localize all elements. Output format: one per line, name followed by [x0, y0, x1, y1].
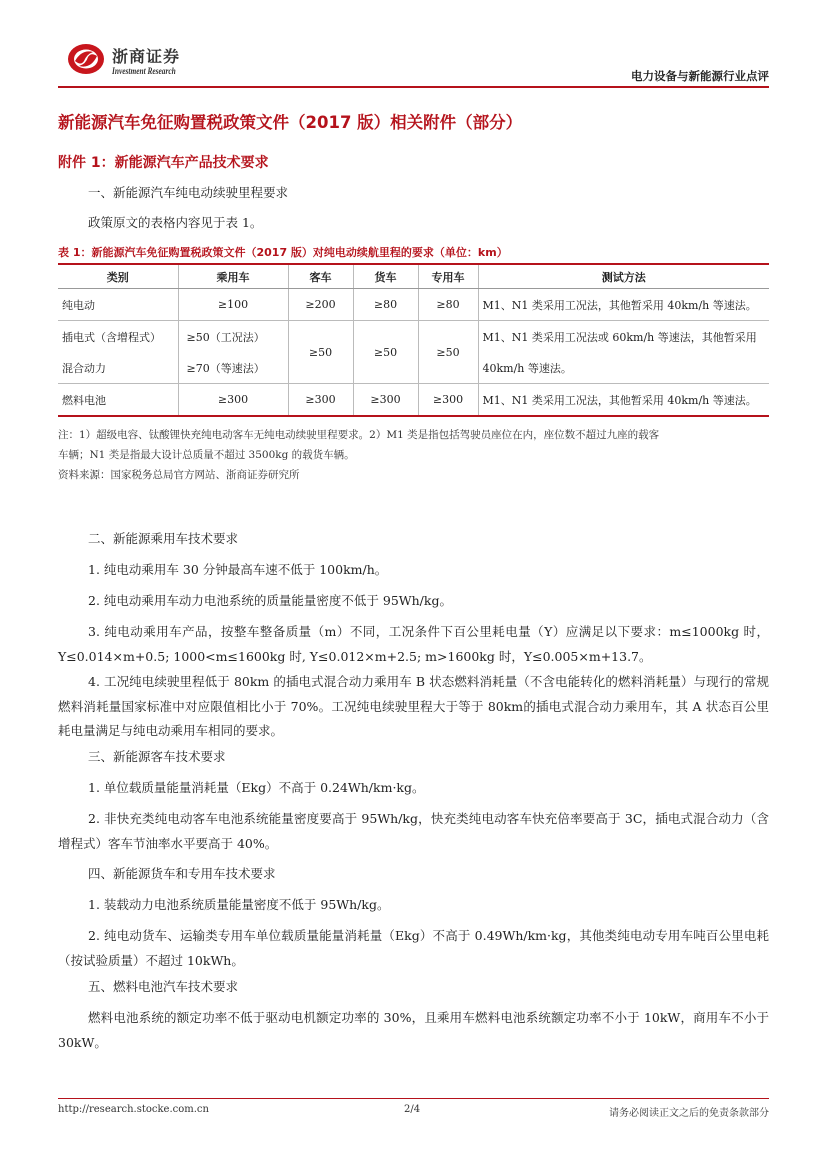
- brand-name-en: Investment Research: [112, 66, 176, 76]
- section2-item2: 2. 纯电动乘用车动力电池系统的质量能量密度不低于 95Wh/kg。: [88, 593, 452, 608]
- section5-text: 燃料电池系统的额定功率不低于驱动电机额定功率的 30%，且乘用车燃料电池系统额定功率不小于 10kW，商用车不小于 30kW。: [58, 1010, 769, 1050]
- col-header-bus: 客车: [288, 264, 353, 289]
- cell-special: ≥80: [418, 289, 478, 321]
- cell-truck: ≥50: [353, 321, 418, 384]
- section3-item2: 2. 非快充类纯电动客车电池系统能量密度要高于 95Wh/kg，快充类纯电动客车快充倍率要高于 3C，插电式混合动力（含增程式）客车节油率水平要高于 40%。: [58, 811, 769, 851]
- section4-heading: 四、新能源货车和专用车技术要求: [88, 866, 276, 881]
- cell-truck: ≥300: [353, 384, 418, 417]
- section4-item2: 2. 纯电动货车、运输类专用车单位载质量能量消耗量（Ekg）不高于 0.49Wh/km·kg，其他类纯电动专用车吨百公里电耗（按试验质量）不超过 10kWh。: [58, 928, 769, 968]
- table-row: [58, 321, 769, 353]
- cell-bus: ≥200: [288, 289, 353, 321]
- page-title: 新能源汽车免征购置税政策文件（2017 版）相关附件（部分）: [58, 113, 523, 132]
- col-header-truck: 货车: [353, 264, 418, 289]
- cell-passenger: ≥300: [178, 384, 288, 417]
- table-note-line2: 车辆；N1 类是指最大设计总质量不超过 3500kg 的载货车辆。: [58, 449, 355, 461]
- footer-disclaimer: 请务必阅读正文之后的免责条款部分: [609, 1108, 769, 1119]
- cell-passenger: ≥100: [178, 289, 288, 321]
- cell-method: M1、N1 类采用工况法，其他暂采用 40km/h 等速法。: [478, 289, 769, 321]
- cell-method: M1、N1 类采用工况法，其他暂采用 40km/h 等速法。: [478, 384, 769, 417]
- cell-truck: ≥80: [353, 289, 418, 321]
- cell-category: 燃料电池: [58, 384, 178, 417]
- section1-intro: 政策原文的表格内容见于表 1。: [88, 215, 263, 230]
- table-source: 资料来源：国家税务总局官方网站、浙商证券研究所: [58, 469, 300, 481]
- company-logo-icon: [66, 40, 106, 76]
- table-header-row: [58, 264, 769, 289]
- cell-category: 插电式（含增程式）: [58, 321, 178, 353]
- section1-heading: 一、新能源汽车纯电动续驶里程要求: [88, 185, 289, 200]
- section5-heading: 五、燃料电池汽车技术要求: [88, 979, 239, 994]
- table-row: [58, 384, 769, 417]
- col-header-passenger: 乘用车: [178, 264, 288, 289]
- table-row: [58, 289, 769, 321]
- col-header-category: 类别: [58, 264, 178, 289]
- footer-divider: [58, 1098, 769, 1099]
- section2-item3: 3. 纯电动乘用车产品，按整车整备质量（m）不同，工况条件下百公里耗电量（Y）应满足以下要求：m≤1000kg 时，Y≤0.014×m+0.5; 1000<m≤1600kg 时, Y≤0.012×m+2.5; m>1600kg 时，Y≤0.005×m+13.7。: [58, 624, 769, 664]
- annex-title: 附件 1：新能源汽车产品技术要求: [58, 155, 269, 171]
- section2-item1: 1. 纯电动乘用车 30 分钟最高车速不低于 100km/h。: [88, 562, 388, 577]
- section3-heading: 三、新能源客车技术要求: [88, 749, 226, 764]
- brand-name-cn: 浙商证券: [112, 47, 181, 66]
- header-divider: [58, 86, 769, 88]
- section4-item1: 1. 装载动力电池系统质量能量密度不低于 95Wh/kg。: [88, 897, 390, 912]
- cell-bus: ≥50: [288, 321, 353, 384]
- cell-bus: ≥300: [288, 384, 353, 417]
- col-header-special: 专用车: [418, 264, 478, 289]
- report-type-label: 电力设备与新能源行业点评: [631, 69, 769, 83]
- cell-special: ≥300: [418, 384, 478, 417]
- cell-method: M1、N1 类采用工况法或 60km/h 等速法，其他暂采用: [482, 330, 757, 344]
- page-number: 2/4: [404, 1104, 421, 1115]
- cell-passenger: ≥70（等速法）: [178, 352, 288, 384]
- section2-item4: 4. 工况纯电续驶里程低于 80km 的插电式混合动力乘用车 B 状态燃料消耗量（不含电能转化的燃料消耗量）与现行的常规燃料消耗量国家标准中对应限值相比小于 70%。工况纯电续驶里程大于等于 80km的插电式混合动力乘用车，其 A 状态百公里耗电量满足与纯电动乘用车相同的要求。: [58, 674, 769, 738]
- section3-item1: 1. 单位载质量能量消耗量（Ekg）不高于 0.24Wh/km·kg。: [88, 780, 425, 795]
- cell-category: 混合动力: [58, 352, 178, 384]
- table-note-line1: 注：1）超级电容、钛酸锂快充纯电动客车无纯电动续驶里程要求。2）M1 类是指包括驾驶员座位在内，座位数不超过九座的载客: [58, 429, 660, 441]
- cell-special: ≥50: [418, 321, 478, 384]
- footer-url-link[interactable]: http://research.stocke.com.cn: [58, 1104, 209, 1115]
- table-caption: 表 1：新能源汽车免征购置税政策文件（2017 版）对纯电动续航里程的要求（单位：km）: [58, 246, 508, 259]
- section2-heading: 二、新能源乘用车技术要求: [88, 531, 239, 546]
- col-header-method: 测试方法: [478, 264, 769, 289]
- cell-category: 纯电动: [58, 289, 178, 321]
- cell-method: 40km/h 等速法。: [478, 352, 769, 384]
- cell-passenger: ≥50（工况法）: [178, 321, 288, 353]
- range-requirements-table: [58, 263, 769, 417]
